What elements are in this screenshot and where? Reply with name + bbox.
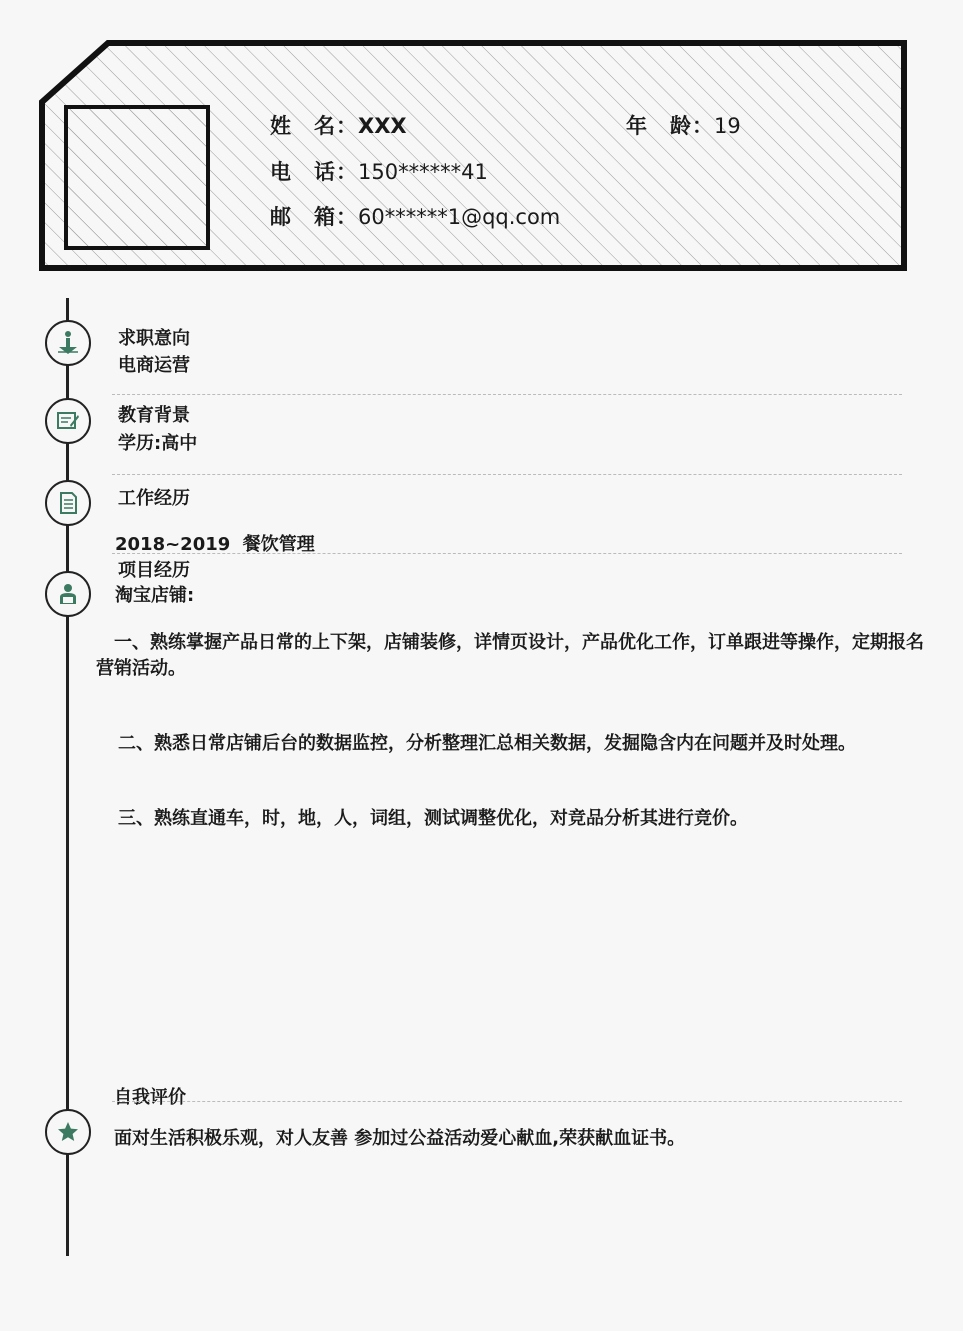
phone-value: 150******41 [358,160,488,184]
age-value: 19 [714,114,741,138]
age-field [626,110,741,140]
name-value: XXX [358,114,407,138]
project-item-2: 二、熟悉日常店铺后台的数据监控，分析整理汇总相关数据，发掘隐含内在问题并及时处理。 [118,733,856,754]
phone-field [270,156,488,186]
phone-label: 电 话： [270,160,358,184]
email-label: 邮 箱： [270,205,358,229]
person-tree-icon [45,320,91,366]
project-subtitle: 淘宝店铺: [115,585,195,606]
project-item-3: 三、熟练直通车，时，地，人，词组，测试调整优化，对竞品分析其进行竞价。 [118,808,748,829]
project-title: 项目经历 [118,560,190,581]
certificate-icon [45,398,91,444]
work-entry: 2018~2019 餐饮管理 [115,534,315,555]
work-title: 工作经历 [118,488,190,509]
divider [112,394,902,395]
divider [112,553,902,554]
document-icon [45,480,91,526]
name-label: 姓 名： [270,114,358,138]
self-value: 面对生活积极乐观，对人友善 参加过公益活动爱心献血,荣获献血证书。 [114,1128,686,1149]
project-item-1: 一、熟练掌握产品日常的上下架，店铺装修，详情页设计，产品优化工作，订单跟进等操作，定期报名营销活动。 [96,632,924,679]
divider [112,474,902,475]
intention-value: 电商运营 [118,355,190,376]
self-title: 自我评价 [114,1087,186,1108]
email-field [270,201,560,231]
header-frame [0,0,963,290]
email-value: 60******1@qq.com [358,205,561,229]
name-field [270,110,407,140]
photo-placeholder [66,107,208,248]
education-value: 学历:高中 [118,433,198,454]
age-label: 年 龄： [626,114,714,138]
user-at-desk-icon [45,571,91,617]
education-title: 教育背景 [118,405,190,426]
star-icon [45,1109,91,1155]
intention-title: 求职意向 [118,328,190,349]
divider [112,1101,902,1102]
